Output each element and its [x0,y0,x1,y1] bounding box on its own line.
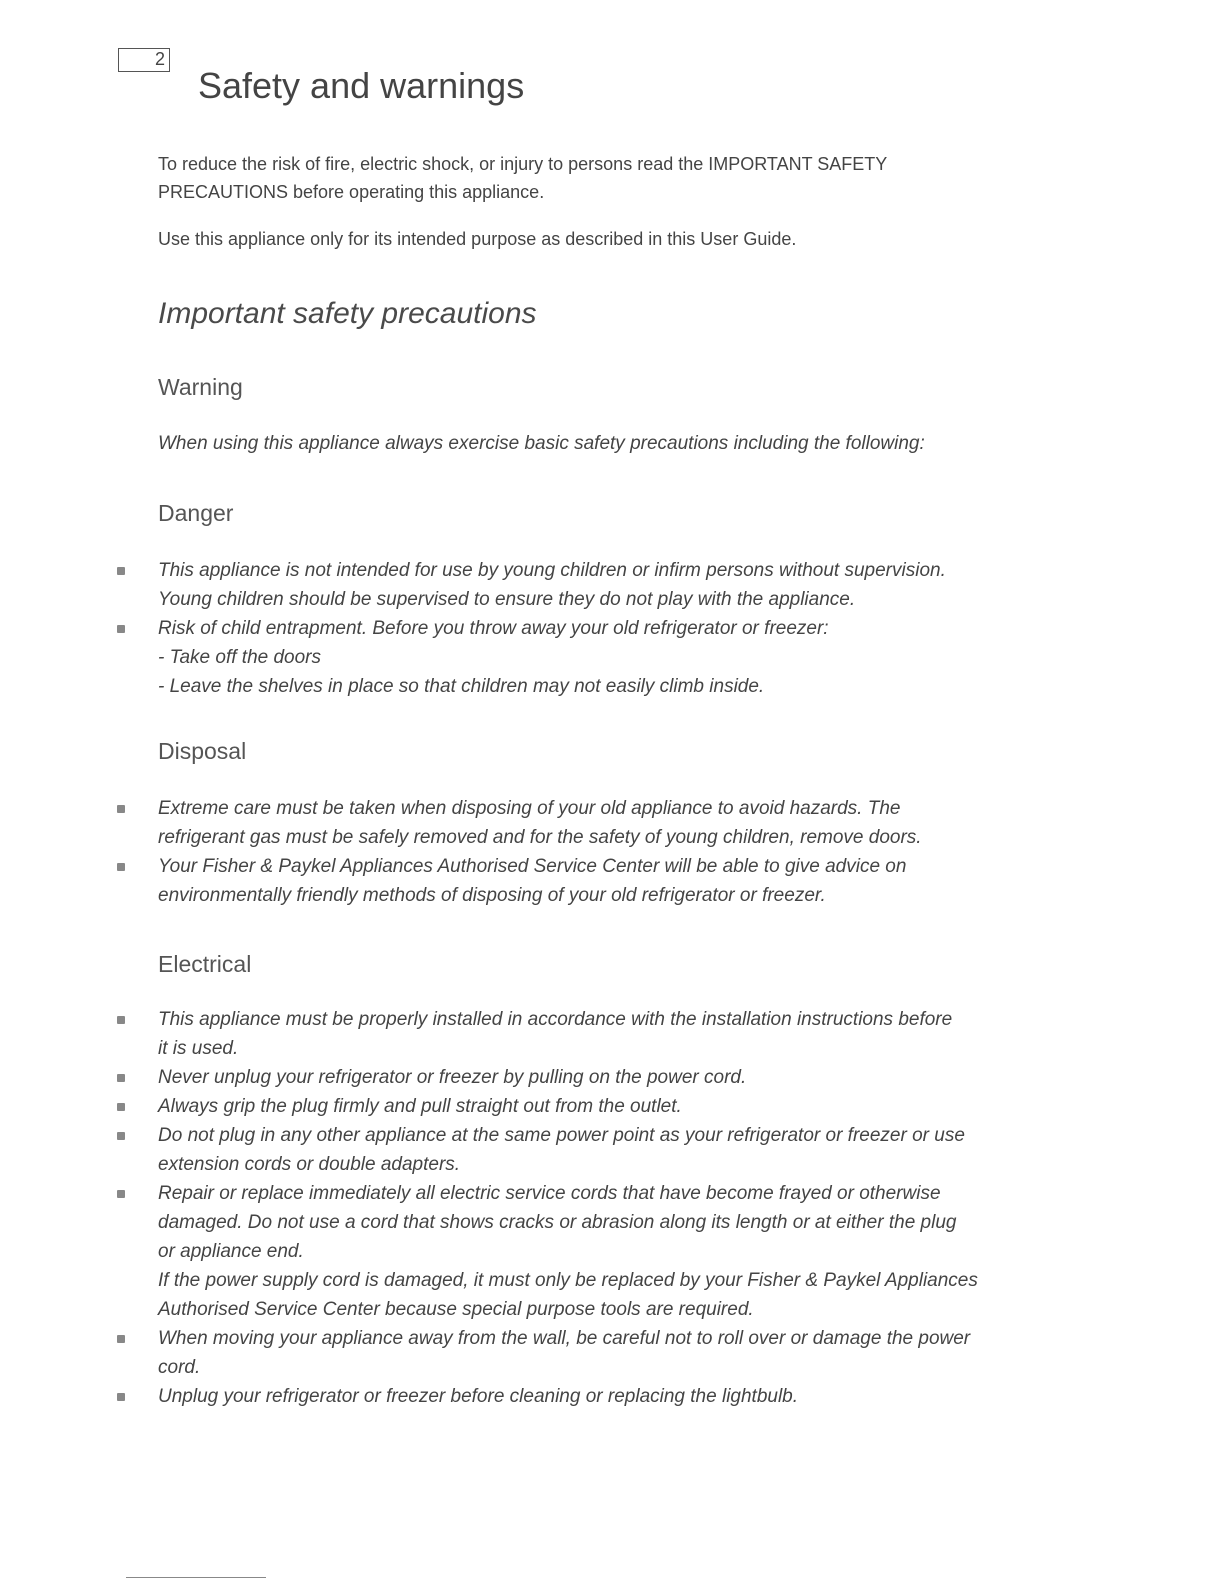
list-item-line: This appliance must be properly installed in accordance with the installation instructions before [158,1009,953,1030]
intro-paragraph-2: Use this appliance only for its intended purpose as described in this User Guide. [158,229,797,249]
page-number-box [118,48,170,72]
square-bullet-icon [117,1016,125,1024]
square-bullet-icon [117,1103,125,1111]
intro-paragraph-1 [158,150,1058,206]
list-item [0,1324,1225,1382]
list-item-line: Your Fisher & Paykel Appliances Authorised Service Center will be able to give advice on [158,856,907,877]
list-item-line: - Take off the doors [158,647,322,668]
footer-rule [126,1577,266,1578]
square-bullet-icon [117,1190,125,1198]
danger-heading: Danger [158,500,234,526]
electrical-heading: Electrical [158,951,252,977]
list-item-line: Extreme care must be taken when disposing of your old appliance to avoid hazards. The [158,798,901,819]
list-item-line: refrigerant gas must be safely removed and for the safety of young children, remove doors. [158,827,922,848]
list-item-line: it is used. [158,1038,239,1059]
square-bullet-icon [117,805,125,813]
list-item-line: Do not plug in any other appliance at the same power point as your refrigerator or freezer or use [158,1125,965,1146]
page-title: Safety and warnings [198,65,525,107]
intro [158,150,1058,272]
list-item-line: extension cords or double adapters. [158,1154,461,1175]
list-item-line: - Leave the shelves in place so that children may not easily climb inside. [158,676,765,697]
list-item-line: This appliance is not intended for use by young children or infirm persons without supervision. [158,560,946,581]
list-item-line: cord. [158,1357,201,1378]
warning-text: When using this appliance always exercise basic safety precautions including the following: [158,433,925,454]
disposal-list [0,794,1225,910]
list-item [0,1382,1225,1411]
list-item-line: Young children should be supervised to ensure they do not play with the appliance. [158,589,856,610]
square-bullet-icon [117,1393,125,1401]
list-item-line: environmentally friendly methods of disposing of your old refrigerator or freezer. [158,885,826,906]
page-number: 2 [154,49,165,69]
list-item-line: Authorised Service Center because special purpose tools are required. [158,1299,754,1320]
list-item-line: Repair or replace immediately all electric service cords that have become frayed or otherwise [158,1183,941,1204]
square-bullet-icon [117,1335,125,1343]
square-bullet-icon [117,625,125,633]
intro-line: PRECAUTIONS before operating this appliance. [158,182,545,202]
list-item-line: Unplug your refrigerator or freezer before cleaning or replacing the lightbulb. [158,1386,799,1407]
list-item-line: When moving your appliance away from the wall, be careful not to roll over or damage the power [158,1328,971,1349]
list-item-line: Always grip the plug firmly and pull straight out from the outlet. [158,1096,682,1117]
list-item [0,852,1225,910]
list-item [0,1092,1225,1121]
list-item-line: Never unplug your refrigerator or freezer by pulling on the power cord. [158,1067,747,1088]
square-bullet-icon [117,567,125,575]
list-item [0,1179,1225,1324]
list-item [0,794,1225,852]
square-bullet-icon [117,1132,125,1140]
list-item [0,614,1225,701]
square-bullet-icon [117,863,125,871]
list-item-line: or appliance end. [158,1241,304,1262]
warning-heading: Warning [158,374,243,400]
square-bullet-icon [117,1074,125,1082]
list-item [0,556,1225,614]
electrical-list [0,1005,1225,1411]
list-item [0,1121,1225,1179]
list-item-line: Risk of child entrapment. Before you throw away your old refrigerator or freezer: [158,618,829,639]
list-item-line: If the power supply cord is damaged, it must only be replaced by your Fisher & Paykel Appliances [158,1270,978,1291]
intro-line: To reduce the risk of fire, electric shock, or injury to persons read the IMPORTANT SAFETY [158,154,888,174]
danger-list [0,556,1225,701]
list-item [0,1005,1225,1063]
list-item-line: damaged. Do not use a cord that shows cracks or abrasion along its length or at either the plug [158,1212,957,1233]
section-title: Important safety precautions [158,297,537,330]
list-item [0,1063,1225,1092]
disposal-heading: Disposal [158,738,247,764]
